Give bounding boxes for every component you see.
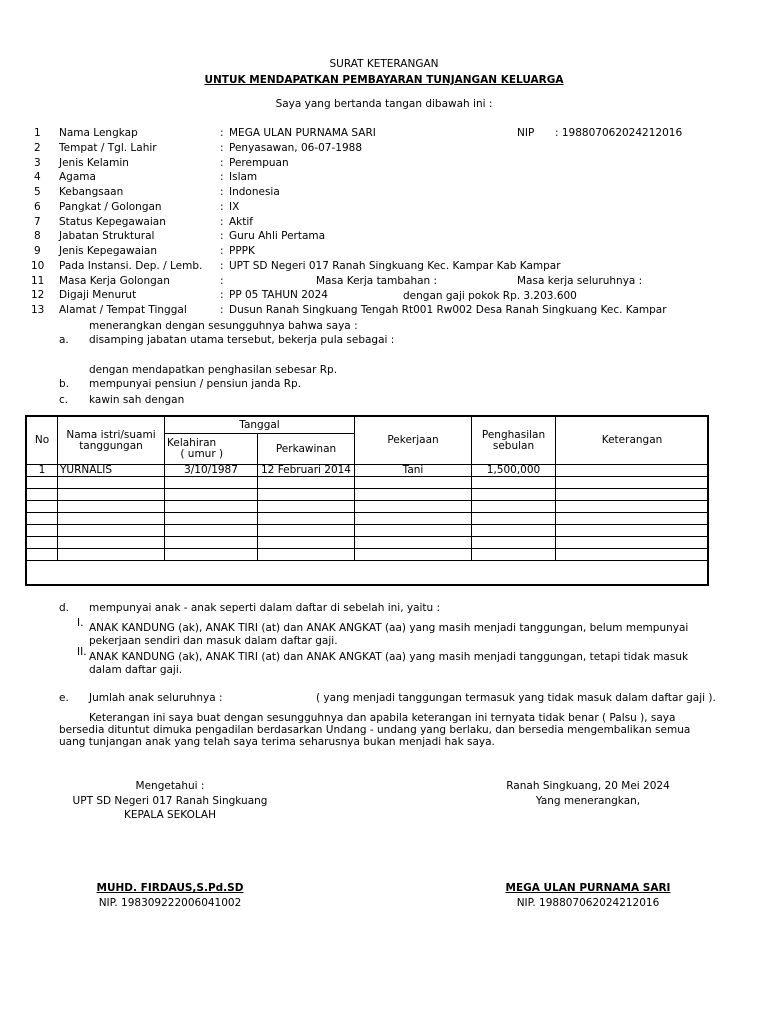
empty-cell	[258, 489, 355, 501]
empty-cell	[355, 513, 472, 525]
col-name-header: Nama istri/suami tanggungan	[58, 417, 165, 465]
field-number: 6	[34, 200, 41, 213]
table-row-empty	[27, 477, 709, 489]
empty-cell	[258, 537, 355, 549]
field-number: 4	[34, 171, 41, 184]
field-label: Jenis Kelamin	[59, 156, 129, 169]
closing-paragraph: Keterangan ini saya buat dengan sesungguhnya dan apabila keterangan ini ternyata tidak benar ( Palsu ), saya bersedia dituntut dimuka pengadilan berdasarkan Undang - undang yang berlaku, dan bersedia mengembalikan semua uang tunjangan anak yang telah saya terima seharusnya bukan menjadi hak saya.	[59, 712, 691, 748]
field-label: Nama Lengkap	[59, 127, 138, 139]
empty-cell	[355, 477, 472, 489]
field-label: Status Kepegawaian	[59, 215, 166, 228]
gaji-pokok: dengan gaji pokok Rp. 3.203.600	[403, 290, 577, 302]
item-i-number: I.	[77, 617, 84, 629]
field-row	[0, 304, 768, 319]
item-c-text: kawin sah dengan	[89, 394, 185, 406]
field-colon: :	[220, 230, 224, 243]
empty-cell	[58, 477, 165, 489]
empty-cell	[556, 525, 709, 537]
empty-cell	[355, 501, 472, 513]
cell-penghasilan: 1,500,000	[472, 465, 556, 477]
field-label: Alamat / Tempat Tinggal	[59, 304, 187, 316]
empty-cell	[58, 489, 165, 501]
field-number: 9	[34, 245, 41, 257]
item-a-income: dengan mendapatkan penghasilan sebesar Rp.	[89, 364, 338, 376]
document-subtitle: UNTUK MENDAPATKAN PEMBAYARAN TUNJANGAN KELUARGA	[204, 74, 564, 86]
item-a-letter: a.	[59, 334, 69, 346]
field-number: 13	[31, 304, 45, 316]
table-row	[27, 465, 709, 477]
field-value: Aktif	[229, 215, 253, 228]
spouse-table	[26, 416, 709, 561]
empty-cell	[27, 537, 58, 549]
item-c-letter: c.	[59, 394, 69, 406]
empty-cell	[27, 501, 58, 513]
table-row-empty	[27, 549, 709, 561]
empty-cell	[472, 477, 556, 489]
field-colon: :	[220, 215, 224, 228]
field-number: 11	[31, 274, 45, 287]
field-colon: :	[220, 259, 224, 272]
sign-right-name: MEGA ULAN PURNAMA SARI	[505, 882, 671, 894]
field-number: 5	[34, 186, 41, 198]
sign-left-line2: UPT SD Negeri 017 Ranah Singkuang	[72, 795, 268, 807]
sign-left-name: MUHD. FIRDAUS,S.Pd.SD	[96, 882, 244, 894]
field-label: Masa Kerja Golongan	[59, 274, 170, 287]
field-number: 10	[31, 259, 45, 272]
empty-cell	[556, 489, 709, 501]
empty-cell	[27, 489, 58, 501]
field-value: Perempuan	[229, 156, 289, 169]
item-ii-text: ANAK KANDUNG (ak), ANAK TIRI (at) dan ANAK ANGKAT (aa) yang masih menjadi tanggungan, tetapi tidak masuk dalam daftar gaji.	[89, 651, 689, 676]
cell-keterangan	[556, 465, 709, 477]
col-kelahiran-header: Kelahiran ( umur )	[165, 434, 258, 465]
field-number: 8	[34, 230, 41, 243]
field-row	[0, 157, 768, 172]
field-label: Pangkat / Golongan	[59, 200, 162, 213]
field-row	[0, 186, 768, 201]
field-label: Kebangsaan	[59, 186, 124, 198]
masa-kerja-tambahan: Masa Kerja tambahan :	[316, 275, 438, 287]
document-title: SURAT KETERANGAN	[329, 58, 439, 70]
field-row	[0, 171, 768, 186]
field-colon: :	[220, 171, 224, 184]
field-value: Guru Ahli Pertama	[229, 230, 326, 243]
empty-cell	[556, 537, 709, 549]
empty-cell	[165, 549, 258, 561]
col-pekerjaan-header: Pekerjaan	[355, 417, 472, 465]
sign-right-line2: Yang menerangkan,	[535, 795, 641, 807]
field-row	[0, 289, 768, 304]
field-value: UPT SD Negeri 017 Ranah Singkuang Kec. Kampar Kab Kampar	[229, 259, 561, 272]
field-number: 7	[34, 215, 41, 228]
empty-cell	[258, 477, 355, 489]
empty-cell	[58, 501, 165, 513]
field-row	[0, 216, 768, 231]
empty-cell	[472, 489, 556, 501]
empty-cell	[58, 525, 165, 537]
field-colon: :	[220, 274, 224, 287]
cell-name: YURNALIS	[58, 465, 165, 477]
empty-cell	[355, 537, 472, 549]
sign-left-nip: NIP. 198309222006041002	[98, 897, 242, 909]
empty-cell	[472, 525, 556, 537]
cell-pekerjaan: Tani	[355, 465, 472, 477]
field-colon: :	[220, 245, 224, 257]
item-b-letter: b.	[59, 378, 70, 390]
empty-cell	[165, 525, 258, 537]
item-e-note: ( yang menjadi tanggungan termasuk yang tidak masuk dalam daftar gaji ).	[316, 692, 716, 704]
table-row-empty	[27, 501, 709, 513]
col-no-header: No	[27, 417, 58, 465]
sign-left-line3: KEPALA SEKOLAH	[123, 809, 217, 821]
field-row	[0, 245, 768, 260]
nip-value: : 198807062024212016	[555, 127, 683, 139]
field-colon: :	[220, 200, 224, 213]
item-e-label: Jumlah anak seluruhnya :	[89, 692, 223, 704]
empty-cell	[556, 501, 709, 513]
item-d-text: mempunyai anak - anak seperti dalam daftar di sebelah ini, yaitu :	[89, 602, 441, 614]
field-colon: :	[220, 304, 224, 316]
field-label: Agama	[59, 171, 96, 184]
field-number: 12	[31, 289, 45, 302]
empty-cell	[556, 477, 709, 489]
empty-cell	[58, 549, 165, 561]
empty-cell	[165, 501, 258, 513]
empty-cell	[472, 537, 556, 549]
col-penghasilan-header: Penghasilan sebulan	[472, 417, 556, 465]
empty-cell	[472, 513, 556, 525]
field-colon: :	[220, 127, 224, 139]
sign-right-line1: Ranah Singkuang, 20 Mei 2024	[506, 780, 670, 792]
col-keterangan-header: Keterangan	[556, 417, 709, 465]
empty-cell	[165, 477, 258, 489]
field-value: PPPK	[229, 245, 255, 257]
empty-cell	[165, 513, 258, 525]
nip-label: NIP	[517, 127, 535, 139]
item-b-text: mempunyai pensiun / pensiun janda Rp.	[89, 378, 302, 390]
field-value: Islam	[229, 171, 258, 184]
field-label: Tempat / Tgl. Lahir	[59, 141, 157, 154]
empty-cell	[258, 513, 355, 525]
field-colon: :	[220, 141, 224, 154]
masa-kerja-seluruhnya: Masa kerja seluruhnya :	[517, 275, 643, 287]
field-label: Jabatan Struktural	[59, 230, 155, 243]
field-row	[0, 201, 768, 216]
field-colon: :	[220, 186, 224, 198]
field-label: Pada Instansi. Dep. / Lemb.	[59, 259, 203, 272]
empty-cell	[472, 501, 556, 513]
intro-text: Saya yang bertanda tangan dibawah ini :	[275, 98, 493, 110]
field-colon: :	[220, 156, 224, 169]
field-value: Penyasawan, 06-07-1988	[229, 141, 362, 154]
item-e-letter: e.	[59, 692, 69, 704]
field-value: Dusun Ranah Singkuang Tengah Rt001 Rw002 Desa Ranah Singkuang Kec. Kampar	[229, 304, 667, 316]
empty-cell	[556, 549, 709, 561]
field-value: Indonesia	[229, 186, 280, 198]
empty-cell	[58, 513, 165, 525]
field-row	[0, 142, 768, 157]
field-value: IX	[229, 200, 240, 213]
empty-cell	[556, 513, 709, 525]
empty-cell	[355, 549, 472, 561]
field-number: 3	[34, 156, 41, 169]
item-a-text: disamping jabatan utama tersebut, bekerja pula sebagai :	[89, 334, 395, 346]
statement-lead: menerangkan dengan sesungguhnya bahwa saya :	[89, 320, 358, 332]
empty-cell	[27, 525, 58, 537]
cell-no: 1	[27, 465, 58, 477]
empty-cell	[258, 549, 355, 561]
item-ii-number: II.	[77, 646, 87, 658]
empty-cell	[27, 513, 58, 525]
table-row-empty	[27, 489, 709, 501]
empty-cell	[355, 489, 472, 501]
col-perkawinan-header: Perkawinan	[258, 434, 355, 465]
empty-cell	[165, 489, 258, 501]
sign-left-line1: Mengetahui :	[135, 780, 205, 792]
empty-cell	[258, 501, 355, 513]
cell-kawin: 12 Februari 2014	[258, 465, 355, 477]
field-row	[0, 260, 768, 275]
field-value: MEGA ULAN PURNAMA SARI	[229, 127, 376, 139]
field-number: 1	[34, 127, 41, 139]
item-d-letter: d.	[59, 602, 70, 614]
item-i-text: ANAK KANDUNG (ak), ANAK TIRI (at) dan ANAK ANGKAT (aa) yang masih menjadi tanggungan, belum mempunyai pekerjaan sendiri dan masuk dalam daftar gaji.	[89, 622, 689, 647]
field-colon: :	[220, 289, 224, 302]
sign-right-nip: NIP. 198807062024212016	[516, 897, 660, 909]
field-value: PP 05 TAHUN 2024	[229, 289, 328, 302]
cell-lahir: 3/10/1987	[165, 465, 258, 477]
field-row	[0, 230, 768, 245]
table-row-empty	[27, 537, 709, 549]
empty-cell	[27, 477, 58, 489]
empty-cell	[165, 537, 258, 549]
empty-cell	[472, 549, 556, 561]
empty-cell	[58, 537, 165, 549]
table-row-empty	[27, 513, 709, 525]
empty-cell	[27, 549, 58, 561]
table-row-empty	[27, 525, 709, 537]
field-label: Digaji Menurut	[59, 289, 137, 302]
field-label: Jenis Kepegawaian	[59, 245, 158, 257]
empty-cell	[355, 525, 472, 537]
col-tanggal-header: Tanggal	[165, 417, 355, 434]
empty-cell	[258, 525, 355, 537]
field-number: 2	[34, 141, 41, 154]
